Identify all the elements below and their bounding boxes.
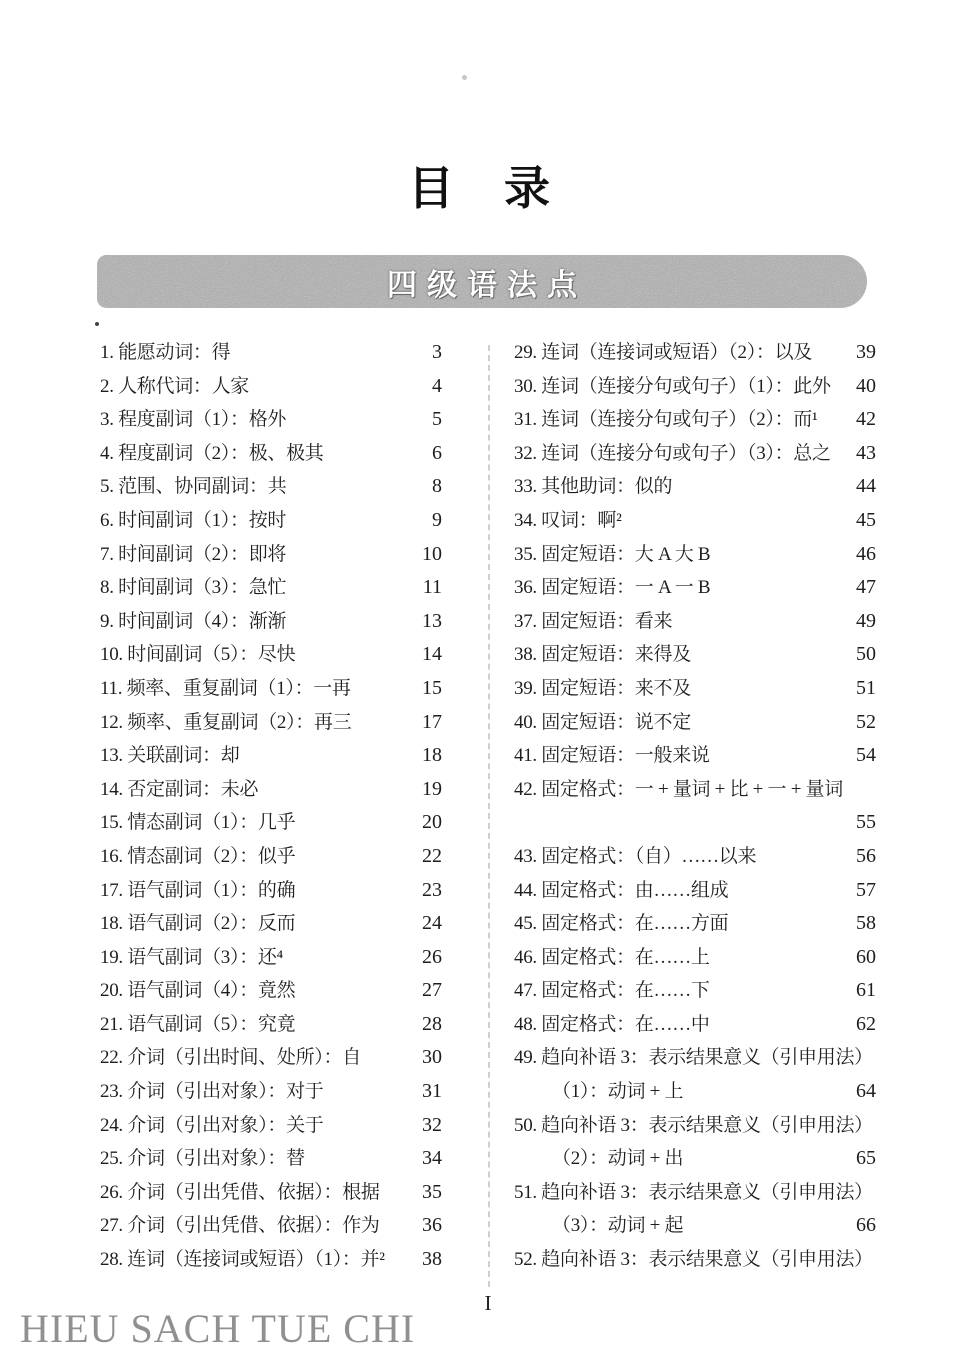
- toc-entry: [100, 1041, 442, 1075]
- toc-entry-title: 23. 介词（引出对象）：对于: [100, 1081, 324, 1103]
- toc-entry-page: 11: [422, 576, 442, 599]
- toc-entry: [100, 773, 442, 807]
- toc-entry-page: 13: [422, 609, 442, 632]
- toc-entry: [100, 840, 442, 874]
- toc-entry-page: 5: [432, 408, 442, 431]
- toc-entry-page: 50: [856, 643, 876, 666]
- toc-entry-title: 31. 连词（连接分句或句子）（2）：而¹: [514, 409, 818, 431]
- toc-entry-title: 16. 情态副词（2）：似乎: [100, 845, 296, 867]
- toc-entry-page: 44: [856, 475, 876, 498]
- toc-entry: [514, 941, 876, 975]
- toc-entry-page: 20: [422, 811, 442, 834]
- toc-entry: [100, 1209, 442, 1243]
- toc-entry: [100, 706, 442, 740]
- toc-entry-page: 17: [422, 710, 442, 733]
- toc-entry-title: 17. 语气副词（1）：的确: [100, 879, 296, 901]
- toc-entry: [100, 1008, 442, 1042]
- toc-entry-title: 44. 固定格式：由……组成: [514, 879, 729, 901]
- toc-entry: [514, 571, 876, 605]
- toc-entry-page: 9: [432, 508, 442, 531]
- scan-stray-mark: [95, 322, 99, 326]
- toc-entry: [514, 605, 876, 639]
- toc-entry-title: 25. 介词（引出对象）：替: [100, 1148, 305, 1170]
- toc-entry-title: 13. 关联副词：却: [100, 745, 240, 767]
- toc-entry: [100, 874, 442, 908]
- toc-entry-title: （2）：动词 + 出: [552, 1148, 684, 1170]
- toc-entry-page: 40: [856, 374, 876, 397]
- toc-entry-title: 50. 趋向补语 3：表示结果意义（引申用法）: [514, 1114, 873, 1136]
- toc-entry-title: 48. 固定格式：在……中: [514, 1013, 710, 1035]
- toc-entry: [514, 1075, 876, 1109]
- toc-entry-title: 34. 叹词：啊²: [514, 509, 622, 531]
- toc-entry-title: 47. 固定格式：在……下: [514, 980, 710, 1002]
- toc-entry: [100, 941, 442, 975]
- toc-entry: [100, 1075, 442, 1109]
- toc-entry: [100, 538, 442, 572]
- toc-entry: [514, 1142, 876, 1176]
- toc-entry: [514, 739, 876, 773]
- toc-entry-title: 6. 时间副词（1）：按时: [100, 509, 287, 531]
- watermark: HIEU SACH TUE CHI: [20, 1306, 416, 1351]
- toc-entry-page: 39: [856, 341, 876, 363]
- toc-entry-title: 18. 语气副词（2）：反而: [100, 913, 296, 935]
- toc-entry: [514, 806, 876, 840]
- toc-entry-title: 22. 介词（引出时间、处所）：自: [100, 1047, 361, 1069]
- toc-entry: [514, 538, 876, 572]
- toc-entry-page: 3: [432, 341, 442, 363]
- toc-entry: [100, 336, 442, 370]
- toc-entry-title: 10. 时间副词（5）：尽快: [100, 644, 296, 666]
- toc-entry-page: 19: [422, 777, 442, 800]
- toc-entry: [514, 1209, 876, 1243]
- toc-entry-title: 42. 固定格式：一 + 量词 + 比 + 一 + 量词: [514, 778, 843, 800]
- toc-entry-title: （1）：动词 + 上: [552, 1081, 684, 1103]
- toc-entry-page: 62: [856, 1012, 876, 1035]
- toc-entry: [514, 370, 876, 404]
- toc-entry-title: 51. 趋向补语 3：表示结果意义（引申用法）: [514, 1181, 873, 1203]
- toc-entry-title: 24. 介词（引出对象）：关于: [100, 1114, 324, 1136]
- toc-entry-page: 28: [422, 1012, 442, 1035]
- toc-column-right: [514, 336, 876, 1277]
- toc-entry-page: 38: [422, 1248, 442, 1271]
- toc-entry-page: 34: [422, 1147, 442, 1170]
- toc-entry: [514, 974, 876, 1008]
- toc-entry: [514, 1109, 876, 1143]
- toc-entry: [514, 1041, 876, 1075]
- toc-entry-page: 54: [856, 744, 876, 767]
- toc-entry: [100, 974, 442, 1008]
- toc-entry-title: 49. 趋向补语 3：表示结果意义（引申用法）: [514, 1047, 873, 1069]
- toc-entry-title: 3. 程度副词（1）：格外: [100, 409, 287, 431]
- toc-entry-page: 35: [422, 1180, 442, 1203]
- toc-entry-title: 30. 连词（连接分句或句子）（1）：此外: [514, 375, 831, 397]
- toc-entry: [514, 840, 876, 874]
- toc-entry-title: （3）：动词 + 起: [552, 1215, 684, 1237]
- toc-entry: [100, 1109, 442, 1143]
- toc-entry: [100, 470, 442, 504]
- toc-entry: [100, 571, 442, 605]
- toc-entry-page: 42: [856, 408, 876, 431]
- toc-entry: [100, 370, 442, 404]
- toc-entry-page: 8: [432, 475, 442, 498]
- toc-entry-page: 10: [422, 542, 442, 565]
- toc-entry-page: 55: [856, 811, 876, 834]
- toc-entry: [514, 907, 876, 941]
- toc-entry-title: 41. 固定短语：一般来说: [514, 745, 710, 767]
- toc-entry-page: 65: [856, 1147, 876, 1170]
- toc-entry-title: 2. 人称代词：人家: [100, 375, 250, 397]
- toc-entry: [100, 1142, 442, 1176]
- toc-entry-title: 1. 能愿动词：得: [100, 342, 231, 363]
- toc-entry: [514, 706, 876, 740]
- toc-entry-page: 23: [422, 878, 442, 901]
- toc-entry-page: 64: [856, 1080, 876, 1103]
- toc-entry: [514, 437, 876, 471]
- toc-entry: [100, 403, 442, 437]
- toc-entry-page: 43: [856, 441, 876, 464]
- center-fold-line: [488, 345, 490, 1287]
- toc-entry-page: 31: [422, 1080, 442, 1103]
- toc-entry-title: 9. 时间副词（4）：渐渐: [100, 610, 287, 632]
- toc-entry-page: 49: [856, 609, 876, 632]
- toc-entry: [514, 470, 876, 504]
- toc-entry: [100, 1176, 442, 1210]
- toc-entry-title: 39. 固定短语：来不及: [514, 677, 691, 699]
- toc-entry-title: 32. 连词（连接分句或句子）（3）：总之: [514, 442, 831, 464]
- toc-entry-page: 24: [422, 912, 442, 935]
- toc-entry-page: 47: [856, 576, 876, 599]
- toc-entry-title: 15. 情态副词（1）：几乎: [100, 812, 296, 834]
- scan-speck: [462, 75, 467, 80]
- toc-entry-page: 22: [422, 844, 442, 867]
- toc-entry-page: 56: [856, 844, 876, 867]
- toc-entry: [100, 605, 442, 639]
- toc-entry: [100, 672, 442, 706]
- toc-entry-title: 46. 固定格式：在……上: [514, 946, 710, 968]
- toc-entry-page: 32: [422, 1113, 442, 1136]
- toc-entry: [514, 1008, 876, 1042]
- toc-entry-page: 57: [856, 878, 876, 901]
- toc-entry-title: 29. 连词（连接词或短语）（2）：以及: [514, 342, 813, 363]
- toc-entry-page: 51: [856, 676, 876, 699]
- toc-entry: [514, 1176, 876, 1210]
- toc-entry: [514, 773, 876, 807]
- toc-entry-title: 38. 固定短语：来得及: [514, 644, 691, 666]
- toc-entry-page: 30: [422, 1046, 442, 1069]
- section-banner-label: 四级语法点: [387, 268, 587, 302]
- toc-entry-page: 46: [856, 542, 876, 565]
- toc-entry-title: 36. 固定短语：一 A 一 B: [514, 577, 711, 599]
- toc-entry-title: 35. 固定短语：大 A 大 B: [514, 543, 711, 565]
- toc-entry: [514, 403, 876, 437]
- toc-entry: [100, 907, 442, 941]
- toc-entry-title: 45. 固定格式：在……方面: [514, 913, 729, 935]
- toc-entry-page: 18: [422, 744, 442, 767]
- toc-entry-title: 27. 介词（引出凭借、依据）：作为: [100, 1215, 380, 1237]
- toc-entry: [100, 806, 442, 840]
- toc-entry: [514, 638, 876, 672]
- toc-entry-title: 21. 语气副词（5）：究竟: [100, 1013, 296, 1035]
- toc-entry-page: 58: [856, 912, 876, 935]
- toc-entry-title: 19. 语气副词（3）：还⁴: [100, 946, 283, 968]
- toc-entry-title: 33. 其他助词：似的: [514, 476, 673, 498]
- toc-entry: [100, 437, 442, 471]
- toc-entry-page: 45: [856, 508, 876, 531]
- page-title: 目 录: [408, 163, 552, 214]
- toc-entry-page: 66: [856, 1214, 876, 1237]
- toc-entry-page: 27: [422, 979, 442, 1002]
- toc-entry-title: 40. 固定短语：说不定: [514, 711, 691, 733]
- toc-entry: [514, 336, 876, 370]
- toc-entry-title: 12. 频率、重复副词（2）：再三: [100, 711, 352, 733]
- toc-entry-page: 61: [856, 979, 876, 1002]
- toc-entry: [514, 874, 876, 908]
- toc-entry-page: 52: [856, 710, 876, 733]
- toc-entry-title: 14. 否定副词：未必: [100, 778, 259, 800]
- toc-entry-title: 8. 时间副词（3）：急忙: [100, 577, 287, 599]
- toc-entry-title: 11. 频率、重复副词（1）：一再: [100, 677, 351, 699]
- toc-entry-title: 26. 介词（引出凭借、依据）：根据: [100, 1181, 380, 1203]
- toc-entry-page: 14: [422, 643, 442, 666]
- toc-entry-page: 26: [422, 945, 442, 968]
- toc-entry-title: 5. 范围、协同副词：共: [100, 476, 287, 498]
- toc-entry: [514, 1243, 876, 1277]
- toc-entry-page: 6: [432, 441, 442, 464]
- toc-column-left: [100, 336, 442, 1277]
- toc-entry-title: 4. 程度副词（2）：极、极其: [100, 442, 324, 464]
- toc-entry: [514, 672, 876, 706]
- toc-entry-page: 36: [422, 1214, 442, 1237]
- toc-entry-page: 60: [856, 945, 876, 968]
- section-banner: [97, 255, 867, 308]
- toc-entry-title: 20. 语气副词（4）：竟然: [100, 980, 296, 1002]
- toc-entry-title: 37. 固定短语：看来: [514, 610, 673, 632]
- toc-entry-title: 28. 连词（连接词或短语）（1）：并²: [100, 1249, 385, 1271]
- toc-entry-title: 52. 趋向补语 3：表示结果意义（引申用法）: [514, 1249, 873, 1271]
- toc-entry-page: 15: [422, 676, 442, 699]
- toc-entry: [100, 504, 442, 538]
- toc-entry: [100, 638, 442, 672]
- toc-entry-title: 7. 时间副词（2）：即将: [100, 543, 287, 565]
- toc-entry: [100, 739, 442, 773]
- toc-entry-page: 4: [432, 374, 442, 397]
- toc-entry-title: 43. 固定格式：（自）……以来: [514, 845, 757, 867]
- toc-entry: [100, 1243, 442, 1277]
- toc-entry: [514, 504, 876, 538]
- page-number: I: [484, 1291, 492, 1315]
